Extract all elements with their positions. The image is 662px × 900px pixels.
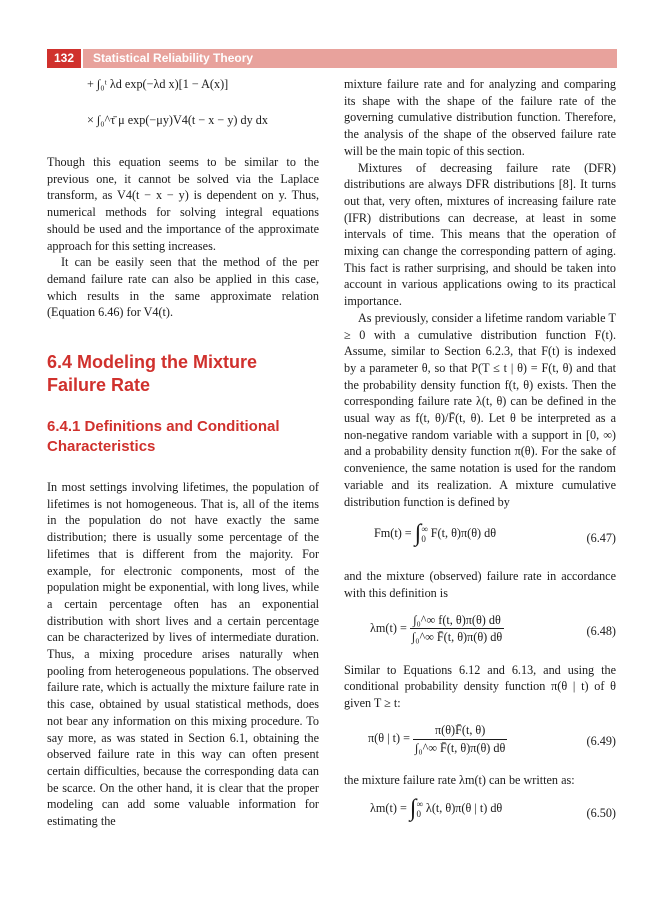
equation-number: (6.47) — [586, 531, 616, 546]
paragraph: the mixture failure rate λm(t) can be written as: — [344, 772, 575, 787]
numerator: π(θ)F̄(t, θ) — [413, 722, 507, 740]
paragraph: It can be easily seen that the method of the per demand failure rate can also be applied in this case, which results in the same approximate relation (Equation 6.46) for V4(t). — [47, 255, 319, 320]
paragraph: As previously, consider a lifetime random variable T ≥ 0 with a cumulative distribution function F(t). Assume, similar to Section 6.2.3, that F(t) is indexed by a parameter θ, so that P(T ≤ t | θ) = F(t, θ) and that the probability density function f(t, θ) exists. Then the corresponding failure rate λ(t, θ) can be defined in the usual way as f(t, θ)/F̄(t, θ). Let θ be interpreted as a non-negative random variable with a support in [0, ∞) and a probability density function π(θ). For the sake of convenience, the same notation is used for the random variable and its realization. A mixture cumulative distribution function is defined by — [344, 310, 616, 509]
fraction — [410, 612, 504, 646]
paragraph: and the mixture (observed) failure rate in accordance with this definition is — [344, 569, 616, 600]
eq-lhs: λm(t) = — [370, 800, 410, 815]
running-title: Statistical Reliability Theory — [83, 49, 617, 68]
eq-lhs: Fm(t) = — [374, 526, 415, 541]
equation-6-50 — [370, 795, 616, 829]
integral-sign: ∫ — [409, 795, 417, 822]
equation-number: (6.48) — [586, 623, 616, 638]
eq-rhs: λ(t, θ)π(θ | t) dθ — [425, 800, 503, 815]
equation-number: (6.50) — [586, 805, 616, 820]
fraction — [413, 722, 507, 756]
denominator: ∫₀^∞ F̄(t, θ)π(θ) dθ — [411, 630, 503, 645]
equation-number: (6.49) — [586, 733, 616, 748]
eq-lhs: λm(t) = — [370, 620, 410, 635]
page-number: 132 — [47, 49, 81, 68]
eq-rhs: F(t, θ)π(θ) dθ — [430, 526, 497, 541]
paragraph: Though this equation seems to be similar to the previous one, it cannot be solved via the Laplace transform, as V4(t − x − y) is dependent on y. Thus, numerical methods for solving integral equations should be used and the importance of the approximate approach for this setting increases. — [47, 155, 319, 253]
equation-continued-2: × ∫₀^τ̄ μ exp(−μy)V4(t − x − y) dy dx — [87, 113, 268, 127]
equation-6-49 — [368, 722, 616, 762]
numerator: ∫₀^∞ f(t, θ)π(θ) dθ — [410, 612, 504, 630]
integral-limits: ∞ 0 — [416, 798, 423, 819]
integral-sign: ∫ — [414, 520, 422, 547]
equation-6-47 — [374, 520, 616, 554]
running-header — [47, 49, 617, 68]
equation-continued-1: + ∫₀ᵗ λd exp(−λd x)[1 − A(x)] — [87, 77, 229, 91]
paragraph: mixture failure rate and for analyzing and comparing its shape with the shape of the failure rate of the governing cumulative distribution function. Therefore, the analysis of the shape of the observed failure rate will be the main topic of this section. — [344, 77, 616, 158]
integral-limits: ∞ 0 — [421, 524, 428, 545]
eq-lhs: π(θ | t) = — [368, 730, 413, 745]
paragraph: In most settings involving lifetimes, the population of lifetimes is not homogeneous. That is, all of the items in the population do not have exactly the same distribution; there is usually some percentage of the lifetimes that is different from the majority. For example, for electronic components, most of the population might be exponential, with long lives, while a certain percentage often has an exponential distribution with short lives and a certain percentage can be characterized by lives of intermediate duration. Thus, a mixing procedure arises naturally when pooling from heterogeneous populations. The observed failure rate, which is actually the mixture failure rate in this case, obtained by usual statistical methods, does not bear any information on this mixing procedure. To say more, as was stated in Section 6.1, obtaining the observed failure rate in this way can often present certain difficulties, because the corresponding data can be scarce. On the other hand, it is clear that the proper modeling can add some valuable information for estimating the — [47, 480, 319, 829]
right-column — [344, 76, 616, 829]
denominator: ∫₀^∞ F̄(t, θ)π(θ) dθ — [415, 740, 506, 755]
equation-6-48 — [370, 612, 616, 652]
left-column — [47, 76, 319, 830]
subsection-heading: 6.4.1 Definitions and Conditional Characteristics — [47, 418, 280, 456]
paragraph: Similar to Equations 6.12 and 6.13, and using the conditional probability density function π(θ | t) of θ given T ≥ t: — [344, 662, 616, 711]
paragraph: Mixtures of decreasing failure rate (DFR) distributions are always DFR distributions [8]. It turns out that, very often, mixtures of increasing failure rate (IFR) distributions can decrease, at least in some intervals of time. This means that the operation of mixing can change the corresponding pattern of aging. This fact is rather surprising, and should be taken into account in various applications owing to its practical importance. — [344, 160, 616, 309]
section-heading: 6.4 Modeling the Mixture Failure Rate — [47, 352, 258, 396]
